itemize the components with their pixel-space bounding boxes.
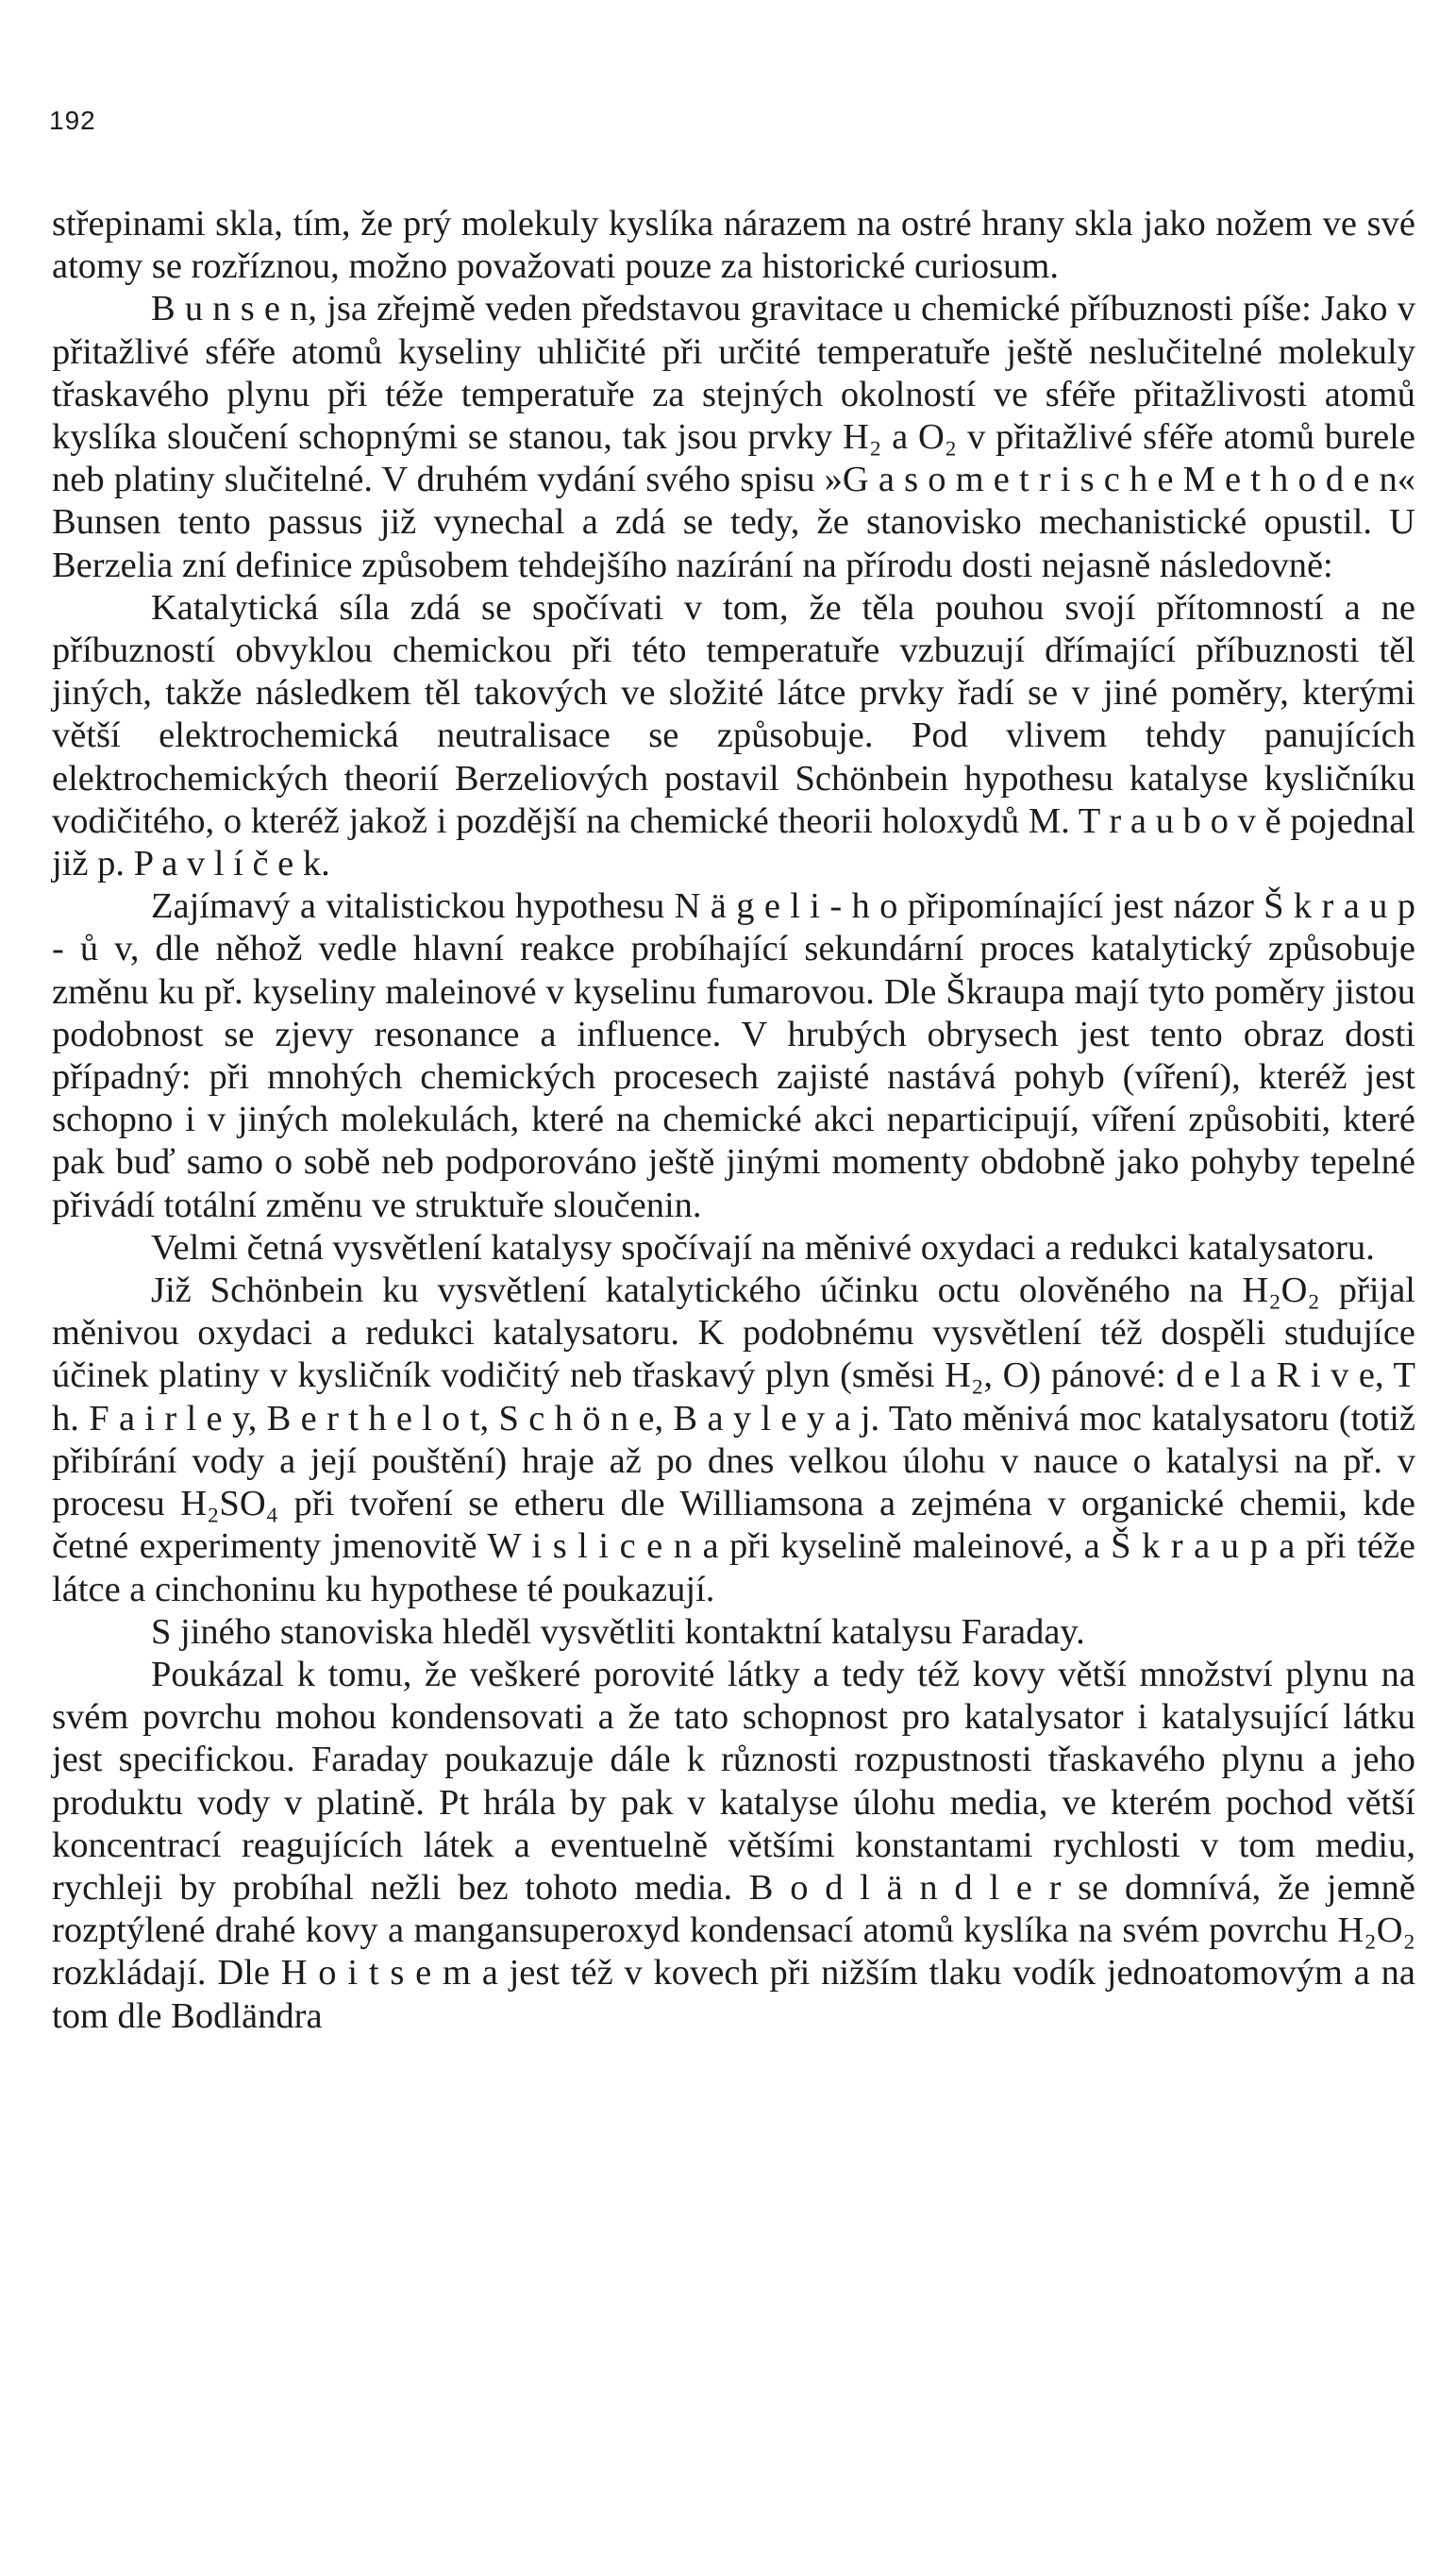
paragraph: Zajímavý a vitalistickou hypothesu N ä g e l i - h o připomínající jest názor Š k r a u p - ů v, dle něhož vedle hlavní reakce probíhající sekundární proces katalytický způsobuje změnu ku př. kyseliny maleinové v kyselinu fumarovou. Dle Škraupa mají tyto poměry jistou podobnost se zjevy resonance a influence. V hrubých obrysech jest tento obraz dosti případný: při mnohých chemických procesech zajisté nastává pohyb (víření), kteréž jest schopno i v jiných molekulách, které na chemické akci neparticipují, víření způsobiti, které pak buď samo o sobě neb podporováno ještě jinými momenty obdobně jako pohyby tepelné přivádí totální změnu ve struktuře sloučenin. — [52, 886, 1415, 1225]
body-text — [52, 203, 1415, 2038]
paragraph: střepinami skla, tím, že prý molekuly kyslíka nárazem na ostré hrany skla jako nožem ve své atomy se rozříznou, možno považovati pouze za historické curiosum. — [52, 204, 1415, 287]
paragraph: S jiného stanoviska hleděl vysvětliti kontaktní katalysu Faraday. — [151, 1611, 1085, 1652]
paragraph: Katalytická síla zdá se spočívati v tom, že těla pouhou svojí přítomností a ne příbuzností obvyklou chemickou při této temperatuře vzbuzují dřímající příbuznosti těl jiných, takže následkem těl takových ve složité látce prvky řadí se v jiné poměry, kterými větší elektrochemická neutralisace se způsobuje. Pod vlivem tehdy panujících elektrochemických theorií Berzeliových postavil Schönbein hypothesu katalyse kysličníku vodičitého, o kteréž jakož i pozdější na chemické theorii holoxydů M. T r a u b o v ě pojednal již p. P a v l í č e k. — [52, 587, 1415, 884]
paragraph: Velmi četná vysvětlení katalysy spočívají na měnivé oxydaci a redukci katalysatoru. — [151, 1227, 1375, 1268]
paragraph: B u n s e n, jsa zřejmě veden představou gravitace u chemické příbuznosti píše: Jako v přitažlivé sféře atomů kyseliny uhličité při určité temperatuře ještě neslučitelné molekuly třaskavého plynu při téže temperatuře za stejných okolností ve sféře přitažlivosti atomů kyslíka sloučení schopnými se stanou, tak jsou prvky H₂ a O₂ v přitažlivé sféře atomů burele neb platiny slučitelné. V druhém vydání svého spisu »G a s o m e t r i s c h e M e t h o d e n« Bunsen tento passus již vynechal a zdá se tedy, že stanovisko mechanistické opustil. U Berzelia zní definice způsobem tehdejšího nazírání na přírodu dosti nejasně následovně: — [52, 289, 1415, 585]
page-number: 192 — [49, 106, 96, 135]
paragraph: Již Schönbein ku vysvětlení katalytického účinku octu olověného na H₂O₂ přijal měnivou oxydaci a redukci katalysatoru. K podobnému vysvětlení též dospěli studujíce účinek platiny v kysličník vodičitý neb třaskavý plyn (směsi H₂, O) pánové: d e l a R i v e, T h. F a i r l e y, B e r t h e l o t, S c h ö n e, B a y l e y a j. Tato měnivá moc katalysatoru (totiž přibírání vody a její pouštění) hraje až po dnes velkou úlohu v nauce o katalysi na př. v procesu H₂SO₄ při tvoření se etheru dle Williamsona a zejména v organické chemii, kde četné experimenty jmenovitě W i s l i c e n a při kyselině maleinové, a Š k r a u p a při téže látce a cinchoninu ku hypothese té poukazují. — [52, 1270, 1415, 1609]
paragraph: Poukázal k tomu, že veškeré porovité látky a tedy též kovy větší množství plynu na svém povrchu mohou kondensovati a že tato schopnost pro katalysator i katalysující látku jest specifickou. Faraday poukazuje dále k různosti rozpustnosti třaskavého plynu a jeho produktu vody v platině. Pt hrála by pak v katalyse úlohu media, ve kterém pochod větší koncentrací reagujících látek a eventuelně většími konstantami rychlosti v tom mediu, rychleji by probíhal nežli bez tohoto media. B o d l ä n d l e r se domnívá, že jemně rozptýlené drahé kovy a mangansuperoxyd kondensací atomů kyslíka na svém povrchu H₂O₂ rozkládají. Dle H o i t s e m a jest též v kovech při nižším tlaku vodík jednoatomovým a na tom dle Bodländra — [52, 1654, 1415, 2036]
